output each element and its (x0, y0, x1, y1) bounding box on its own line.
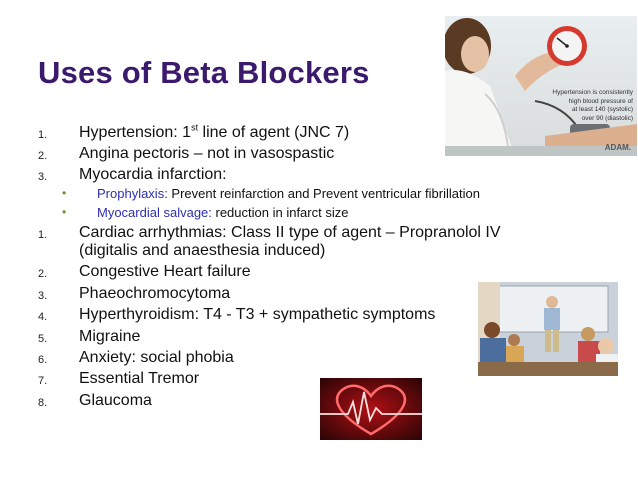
list-number: 5. (38, 333, 48, 345)
bullet-icon: • (62, 186, 67, 200)
photo-caption (533, 89, 633, 123)
ecg-heart-illustration (320, 378, 422, 440)
classroom-photo (478, 282, 618, 376)
superscript: st (191, 122, 199, 133)
bullet-icon: • (62, 205, 67, 219)
list-number: 4. (38, 311, 48, 323)
list-number: 3. (38, 290, 48, 302)
list-number: 6. (38, 354, 48, 366)
caption-line: at least 140 (systolic) (571, 106, 633, 113)
list-text-continuation: (digitalis and anaesthesia induced) (79, 242, 326, 259)
list-text: Hyperthyroidism: T4 - T3 + sympathetic symptoms (79, 306, 436, 323)
list-text: Myocardia infarction: (79, 166, 227, 183)
list-text: Angina pectoris – not in vasospastic (79, 145, 335, 162)
sub-list-text (97, 186, 480, 201)
blood-pressure-illustration (445, 16, 637, 156)
ecg-heart-image (320, 378, 422, 440)
list-text: Essential Tremor (79, 370, 200, 387)
list-number: 2. (38, 150, 48, 162)
list-text: Phaeochromocytoma (79, 285, 231, 302)
list-text-part: Hypertension: 1 (79, 124, 192, 141)
blood-pressure-photo (445, 16, 637, 156)
list-number: 1. (38, 129, 48, 141)
list-number: 7. (38, 375, 48, 387)
classroom-illustration (478, 282, 618, 376)
list-text: Congestive Heart failure (79, 263, 251, 280)
list-text: Glaucoma (79, 392, 152, 409)
caption-line: Hypertension is consistently (552, 89, 633, 96)
list-number: 1. (38, 229, 48, 241)
list-number: 2. (38, 268, 48, 280)
list-text (79, 124, 349, 142)
photo-credit: ADAM. (604, 143, 631, 152)
list-text: Cardiac arrhythmias: Class II type of agent – Propranolol IV (79, 224, 501, 241)
sub-list-desc: reduction in infarct size (211, 205, 349, 220)
list-text: Migraine (79, 328, 141, 345)
sub-list-text (97, 205, 348, 220)
sub-list-desc: Prevent reinfarction and Prevent ventricular fibrillation (167, 186, 480, 201)
sub-list-label: Prophylaxis: (97, 186, 168, 201)
list-number: 8. (38, 397, 48, 409)
caption-line: over 90 (diastolic) (581, 114, 633, 122)
slide-title: Uses of Beta Blockers (38, 55, 370, 90)
sub-list-label: Myocardial salvage: (97, 205, 212, 220)
list-text-part: line of agent (JNC 7) (198, 124, 350, 141)
caption-line: high blood pressure of (568, 97, 633, 105)
list-number: 3. (38, 171, 48, 183)
list-text: Anxiety: social phobia (79, 349, 234, 366)
